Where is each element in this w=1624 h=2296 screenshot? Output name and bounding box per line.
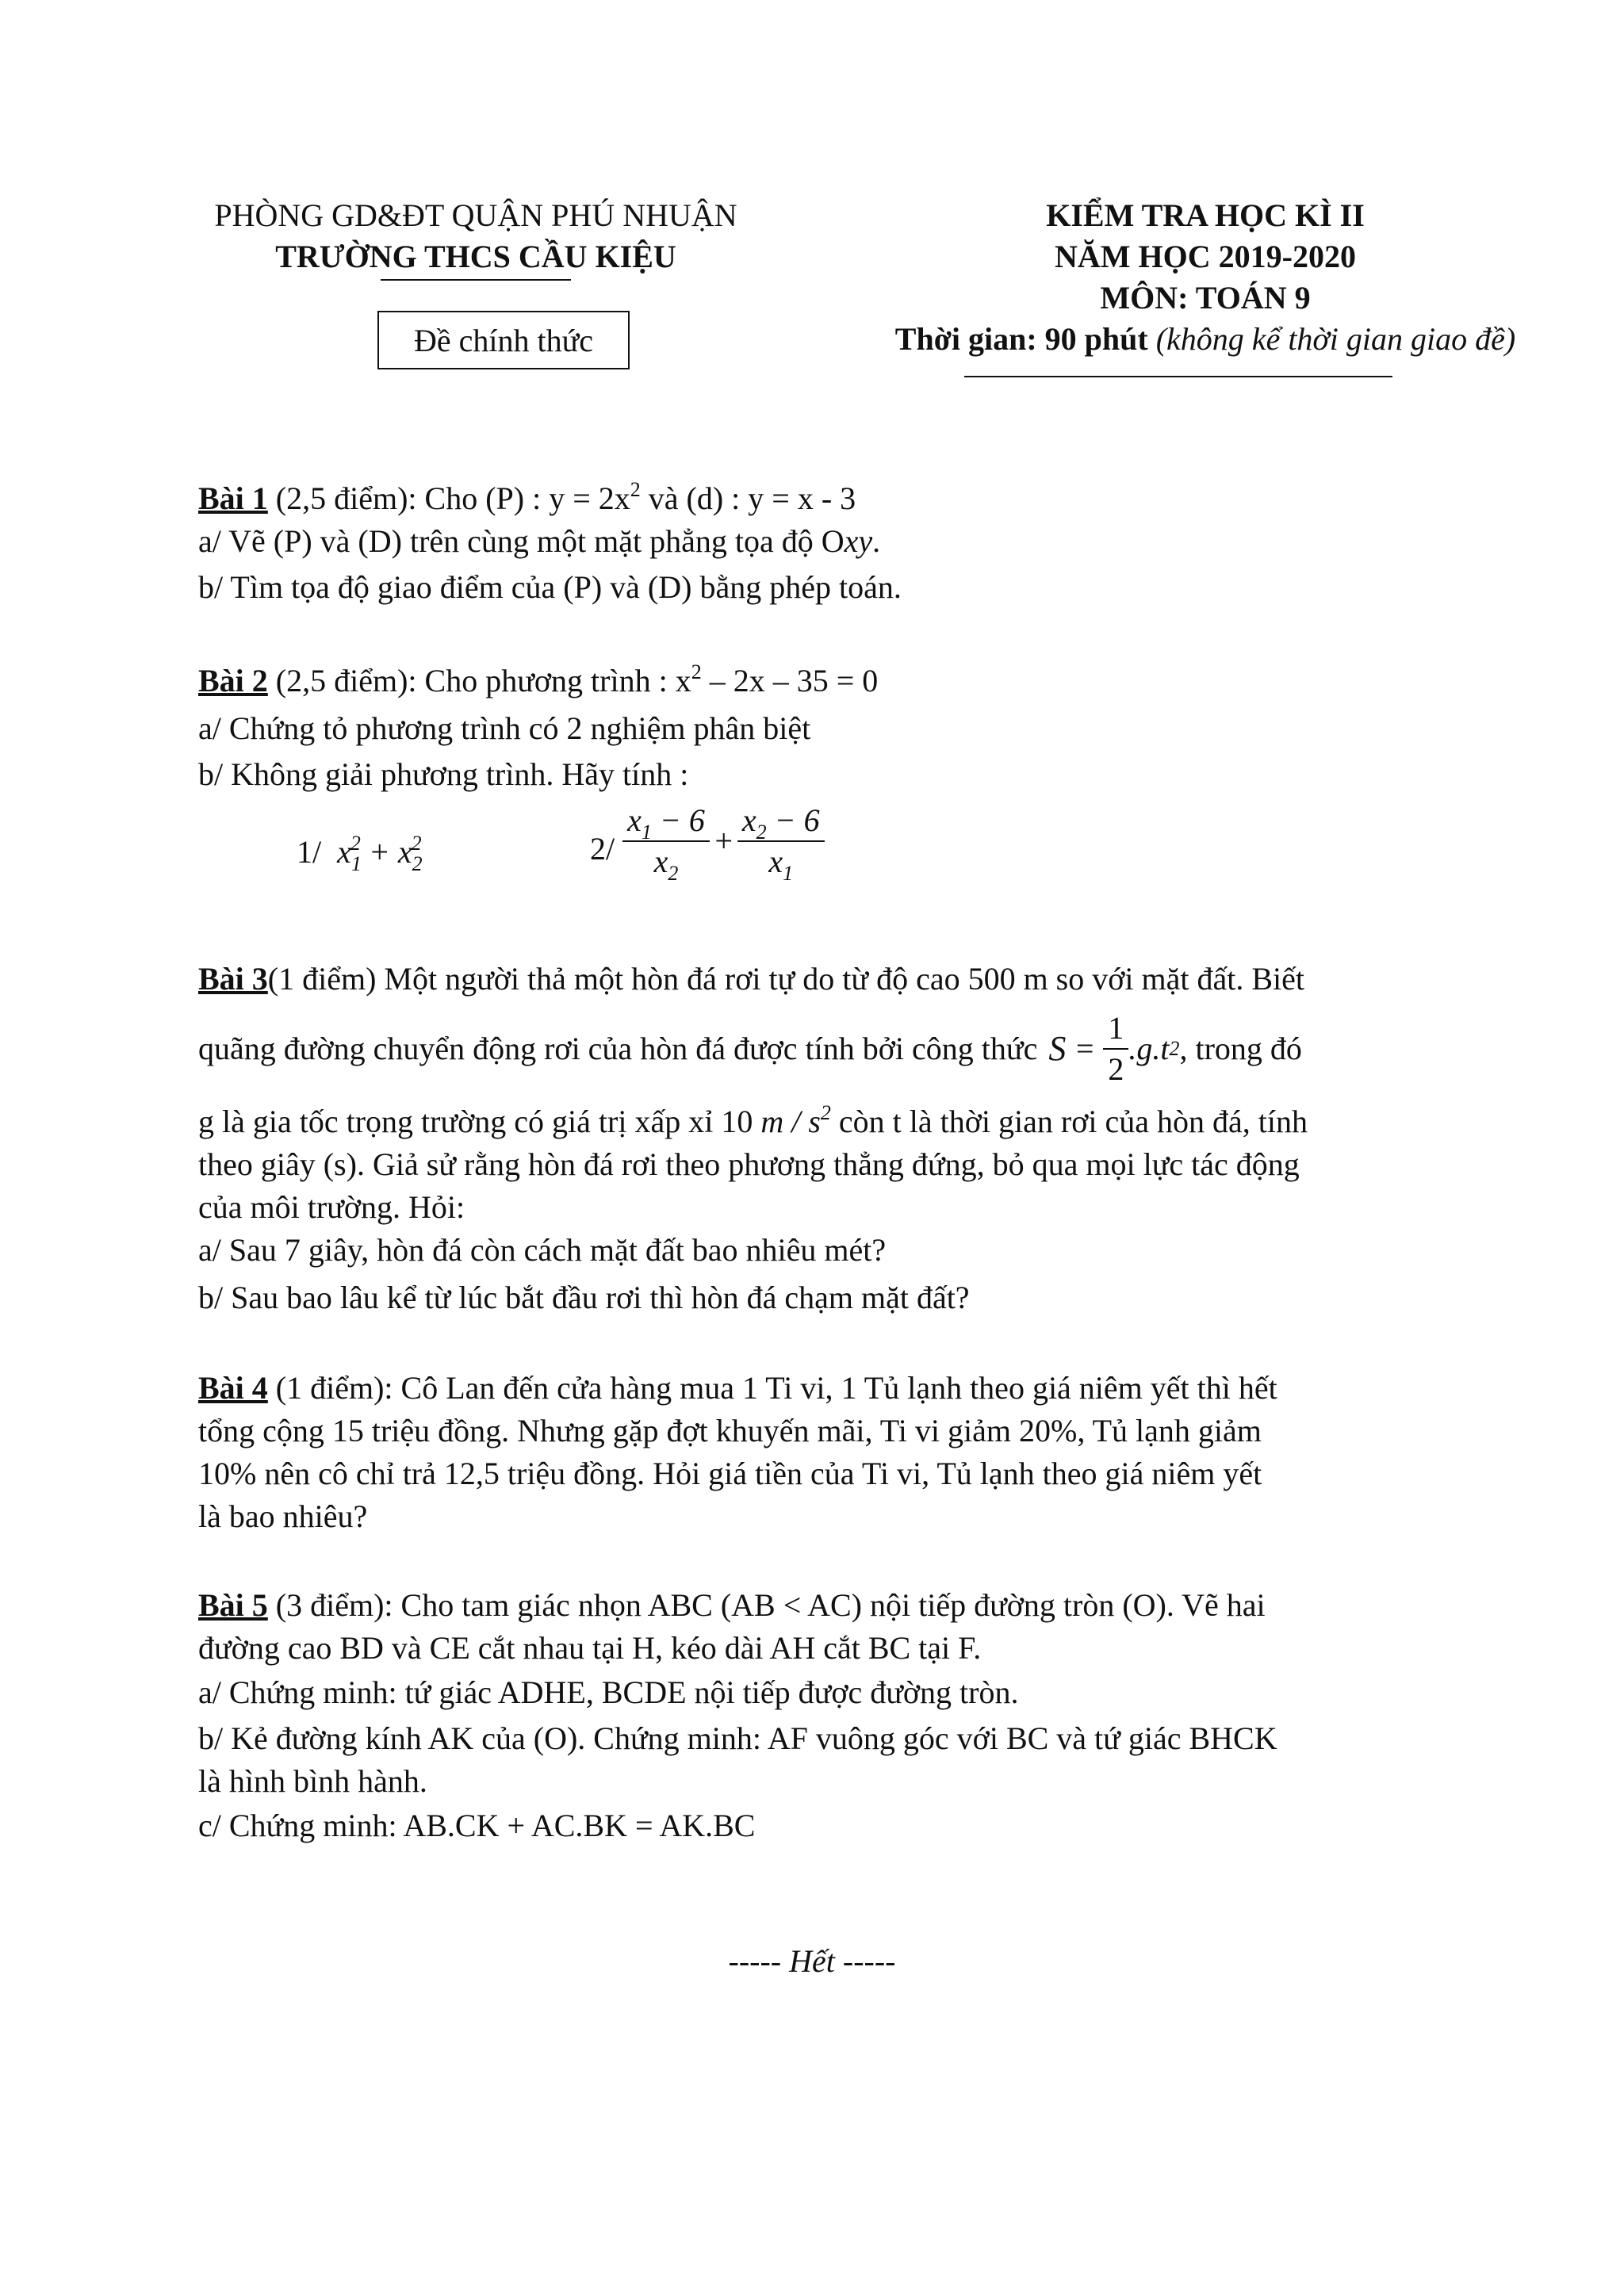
time-note: (không kể thời gian giao đề): [1155, 321, 1516, 357]
end-marker: [0, 1942, 1624, 1980]
bai2-exponent: 2: [691, 660, 702, 683]
free-fall-formula: S = $\frac{1}{2}$ .g.t 2: [1048, 1010, 1180, 1087]
bai4-line-2: tổng cộng 15 triệu đồng. Nhưng gặp đợt khuyến mãi, Ti vi giảm 20%, Tủ lạnh giảm: [198, 1413, 1262, 1448]
bai2-part-b: b/ Không giải phương trình. Hãy tính :: [198, 756, 689, 792]
bai4-title: Bài 4: [198, 1370, 268, 1406]
fraction-2: $\frac{x_2 - 6}{x_1}$: [737, 801, 825, 882]
bai3-line-4: theo giây (s). Giả sử rằng hòn đá rơi theo phương thẳng đứng, bỏ qua mọi lực tác động: [198, 1146, 1300, 1182]
bai2-q1: [297, 832, 423, 875]
bai3-l1-text: (1 điểm) Một người thả một hòn đá rơi tự do từ độ cao 500 m so với mặt đất. Biết: [267, 961, 1305, 997]
bai2-title: Bài 2: [198, 663, 268, 698]
bai5-part-b-2: là hình bình hành.: [198, 1763, 427, 1799]
bai2-part-a: a/ Chứng tỏ phương trình có 2 nghiệm phân biệt: [198, 710, 811, 746]
bai1-a-end: .: [872, 523, 881, 559]
bai3-line-1: [198, 959, 1304, 999]
bai3-part-b: b/ Sau bao lâu kể từ lúc bắt đầu rơi thì hòn đá chạm mặt đất?: [198, 1280, 970, 1315]
bai4-line-3: 10% nên cô chỉ trả 12,5 triệu đồng. Hỏi giá tiền của Ti vi, Tủ lạnh theo giá niêm yết: [198, 1456, 1262, 1491]
bai2-q2-label: 2/: [590, 831, 615, 867]
bai3-line-5: của môi trường. Hỏi:: [198, 1189, 465, 1225]
bai1-exponent: 2: [630, 478, 641, 501]
bai4-l1-text: (1 điểm): Cô Lan đến cửa hàng mua 1 Ti vi, 1 Tủ lạnh theo giá niêm yết thì hết: [267, 1370, 1277, 1406]
bai3-l3-text: g là gia tốc trọng trường có giá trị xấp xỉ 10: [198, 1104, 753, 1139]
bai1-part-b: b/ Tìm tọa độ giao điểm của (P) và (D) bằng phép toán.: [198, 569, 902, 605]
bai1-title: Bài 1: [198, 480, 268, 516]
bai2-head-text: (2,5 điểm): Cho phương trình : x: [267, 663, 691, 698]
bai3-l2-end: , trong đó: [1179, 1031, 1302, 1066]
bai3-title: Bài 3: [198, 961, 268, 997]
bai3-l3-end: còn t là thời gian rơi của hòn đá, tính: [830, 1104, 1308, 1139]
school-year: NĂM HỌC 2019-2020: [1055, 239, 1356, 274]
bai1-part-a: [198, 522, 880, 561]
time-underline: [964, 376, 1392, 377]
sum-of-squares-formula: $x_1^2 + x_2^2$: [329, 832, 423, 875]
bai5-part-b-1: b/ Kẻ đường kính AK của (O). Chứng minh: AF vuông góc với BC và tứ giác BHCK: [198, 1720, 1277, 1756]
bai5-line-1: [198, 1586, 1266, 1625]
bai1-heading: [198, 479, 856, 519]
official-exam-box: [377, 311, 630, 369]
school-name: TRƯỜNG THCS CẦU KIỆU: [275, 239, 676, 274]
bai3-line-3: [198, 1102, 1308, 1142]
bai2-q2: 2/ $\frac{x_1 - 6}{x_2}$ + $\frac{x_2 - 6}{x_1}$: [590, 801, 825, 882]
school-underline: [381, 279, 571, 281]
end-dashes-left: -----: [728, 1943, 790, 1979]
end-word: Hết: [789, 1943, 835, 1979]
bai1-head-text: (2,5 điểm): Cho (P) : y = 2x: [267, 480, 630, 516]
fraction-1: $\frac{x_1 - 6}{x_2}$: [622, 801, 710, 882]
time-label: Thời gian: 90 phút: [894, 321, 1148, 357]
bai5-line-2: đường cao BD và CE cắt nhau tại H, kéo dài AH cắt BC tại F.: [198, 1630, 982, 1666]
bai5-title: Bài 5: [198, 1587, 268, 1623]
department-name: PHÒNG GD&ĐT QUẬN PHÚ NHUẬN: [214, 197, 737, 233]
bai4-line-4: là bao nhiêu?: [198, 1498, 368, 1534]
official-exam-label: Đề chính thức: [413, 322, 594, 358]
bai4-line-1: [198, 1368, 1277, 1408]
bai1-head-text-2: và (d) : y = x - 3: [640, 480, 856, 516]
end-dashes-right: -----: [834, 1943, 896, 1979]
acceleration-unit: m / $s^2$: [760, 1101, 831, 1139]
bai2-head-text-2: – 2x – 35 = 0: [701, 663, 879, 698]
bai3-line-2: [198, 1008, 1302, 1089]
exam-time: [825, 319, 1586, 360]
bai5-part-a: a/ Chứng minh: tứ giác ADHE, BCDE nội tiếp được đường tròn.: [198, 1674, 1019, 1710]
bai1-a-text: a/ Vẽ (P) và (D) trên cùng một mặt phẳng tọa độ O: [198, 523, 845, 559]
bai2-q1-label: 1/: [297, 834, 322, 870]
bai2-heading: [198, 661, 878, 701]
bai3-l2-text: quãng đường chuyển động rơi của hòn đá được tính bởi công thức: [198, 1031, 1038, 1066]
subject: MÔN: TOÁN 9: [1100, 280, 1311, 316]
bai5-part-c: c/ Chứng minh: AB.CK + AC.BK = AK.BC: [198, 1808, 756, 1843]
exam-title: KIỂM TRA HỌC KÌ II: [1046, 197, 1365, 233]
bai5-l1-text: (3 điểm): Cho tam giác nhọn ABC (AB < AC) nội tiếp đường tròn (O). Vẽ hai: [267, 1587, 1266, 1623]
bai3-part-a: a/ Sau 7 giây, hòn đá còn cách mặt đất bao nhiêu mét?: [198, 1232, 887, 1268]
bai1-a-italic: xy: [844, 523, 873, 559]
